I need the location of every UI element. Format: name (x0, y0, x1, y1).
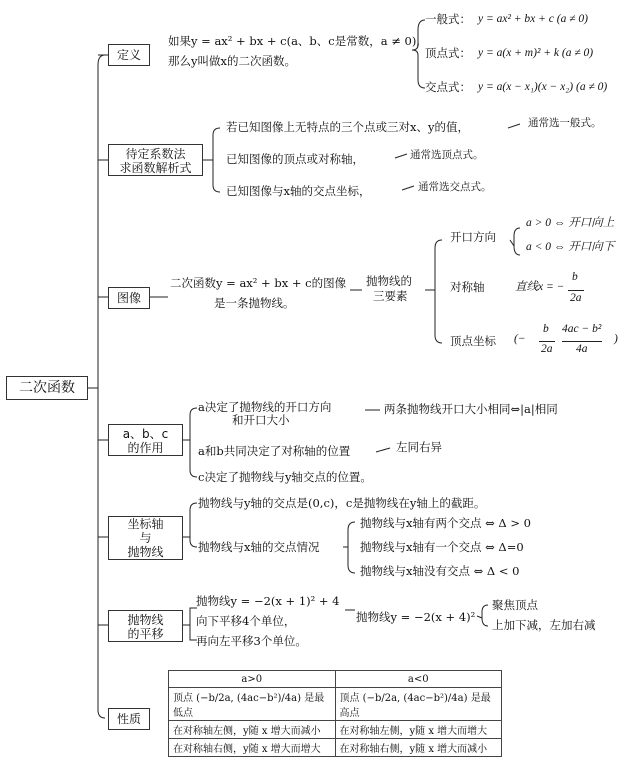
translation-result: 抛物线y = −2(x + 4)² (356, 610, 476, 624)
general-form-formula: y = ax² + bx + c (a ≠ 0) (478, 13, 588, 25)
x-case-two: 抛物线与x轴有两个交点 ⇔ Δ > 0 (360, 516, 531, 530)
table-row-right-neg: 在对称轴右侧，y随 x 增大而减小 (335, 739, 502, 757)
a-role-2: 和开口大小 (232, 413, 290, 427)
vertex-x-den: 2a (541, 343, 553, 355)
definition-text-1: 如果y = ax² + bx + c(a、b、c是常数，a ≠ 0), (168, 34, 420, 48)
definition-text-2: 那么y叫做x的二次函数。 (168, 54, 296, 68)
properties-table (168, 670, 502, 757)
vertex-y-den: 4a (562, 341, 602, 357)
axes-label-2: 与 (139, 531, 152, 545)
table-header-a-positive: a>0 (169, 671, 336, 688)
axis-of-symmetry-label: 对称轴 (450, 280, 485, 294)
table-row-left-pos: 在对称轴左侧，y随 x 增大而减小 (169, 721, 336, 739)
vertex-label-max: 顶点 (339, 693, 360, 704)
a-role-1: a决定了抛物线的开口方向 (198, 400, 332, 414)
vertex-close: ) (614, 333, 618, 345)
translation-label-2: 的平移 (127, 627, 164, 641)
table-vertex-max: 顶点 (−b/2a, (4ac−b²)/4a) 是最高点 (335, 688, 502, 721)
axis-formula-prefix: 直线x = − (515, 281, 565, 293)
intercept-form-label: 交点式： (425, 80, 471, 94)
intercept-form-formula: y = a(x − x₁)(x − x₂) (a ≠ 0) (478, 81, 608, 93)
undetermined-label-2: 求函数解析式 (119, 161, 192, 175)
graph-text-1: 二次函数y = ax² + bx + c的图像 (170, 276, 347, 290)
vertex-coordinates-label: 顶点坐标 (450, 334, 496, 348)
undetermined-label-1: 待定系数法 (125, 147, 186, 161)
axis-denominator: 2a (570, 292, 582, 304)
root-node: 二次函数 (6, 376, 88, 400)
undetermined-item-3: 已知图像与x轴的交点坐标， (226, 184, 371, 198)
table-vertex-min: 顶点 (−b/2a, (4ac−b²)/4a) 是最低点 (169, 688, 336, 721)
undetermined-item-1: 若已知图像上无特点的三个点或三对x、y的值， (226, 120, 469, 134)
c-role: c决定了抛物线与y轴交点的位置。 (198, 470, 372, 484)
graph-text-2: 是一条抛物线。 (214, 296, 295, 310)
undetermined-note-3: 通常选交点式。 (418, 181, 492, 193)
x-axis-intersection: 抛物线与x轴的交点情况 (198, 540, 320, 554)
axes-label-1: 坐标轴 (127, 517, 164, 531)
vertex-form-formula: y = a(x + m)² + k (a ≠ 0) (478, 47, 594, 59)
undetermined-note-1: 通常选一般式。 (528, 117, 602, 129)
axes-label-3: 抛物线 (127, 545, 164, 559)
definition-node: 定义 (108, 44, 150, 66)
axis-numerator: b (572, 271, 578, 283)
properties-node: 性质 (108, 708, 150, 730)
undetermined-node (108, 144, 203, 176)
a-role-note: 两条抛物线开口大小相同⇔|a|相同 (384, 402, 558, 416)
vertex-open: (− (514, 333, 526, 345)
translation-down: 向下平移4个单位， (196, 614, 296, 628)
general-form-label: 一般式： (425, 12, 471, 26)
y-axis-intersection: 抛物线与y轴的交点是(0,c)，c是抛物线在y轴上的截距。 (198, 496, 486, 510)
vertex-y-num: 4ac − b² (562, 323, 602, 335)
abc-label-1: a、b、c (122, 427, 169, 441)
axes-node (108, 516, 183, 560)
opening-direction-label: 开口方向 (450, 230, 496, 244)
translation-original: 抛物线y = −2(x + 1)² + 4 (196, 594, 340, 608)
undetermined-item-2: 已知图像的顶点或对称轴， (226, 152, 364, 166)
highest-point: 是最高点 (339, 693, 491, 719)
table-row-left-neg: 在对称轴左侧，y随 x 增大而增大 (335, 721, 502, 739)
b-role: a和b共同决定了对称轴的位置 (198, 444, 351, 458)
translation-rule-1: 聚焦顶点 (492, 598, 538, 612)
three-elements-2: 三要素 (373, 289, 408, 303)
translation-rule-2: 上加下减，左加右减 (492, 618, 596, 632)
translation-label-1: 抛物线 (127, 613, 164, 627)
opening-down: a < 0 ⇔ 开口向下 (526, 241, 615, 253)
translation-node (108, 610, 183, 642)
three-elements-1: 抛物线的 (366, 274, 412, 288)
table-header-a-negative: a<0 (335, 671, 502, 688)
undetermined-note-2: 通常选顶点式。 (410, 149, 484, 161)
translation-left: 再向左平移3个单位。 (196, 634, 307, 648)
x-case-none: 抛物线与x轴没有交点 ⇔ Δ < 0 (360, 564, 520, 578)
vertex-form-label: 顶点式： (425, 46, 471, 60)
abc-node (108, 424, 183, 456)
b-role-note: 左同右异 (396, 440, 442, 454)
lowest-point: 是最低点 (173, 693, 325, 719)
abc-label-2: 的作用 (127, 441, 164, 455)
vertex-x-num: b (543, 323, 549, 335)
table-row-right-pos: 在对称轴右侧，y随 x 增大而增大 (169, 739, 336, 757)
x-case-one: 抛物线与x轴有一个交点 ⇔ Δ=0 (360, 540, 524, 554)
opening-up: a > 0 ⇔ 开口向上 (526, 217, 615, 229)
graph-node: 图像 (108, 287, 150, 309)
vertex-label-min: 顶点 (173, 693, 193, 704)
